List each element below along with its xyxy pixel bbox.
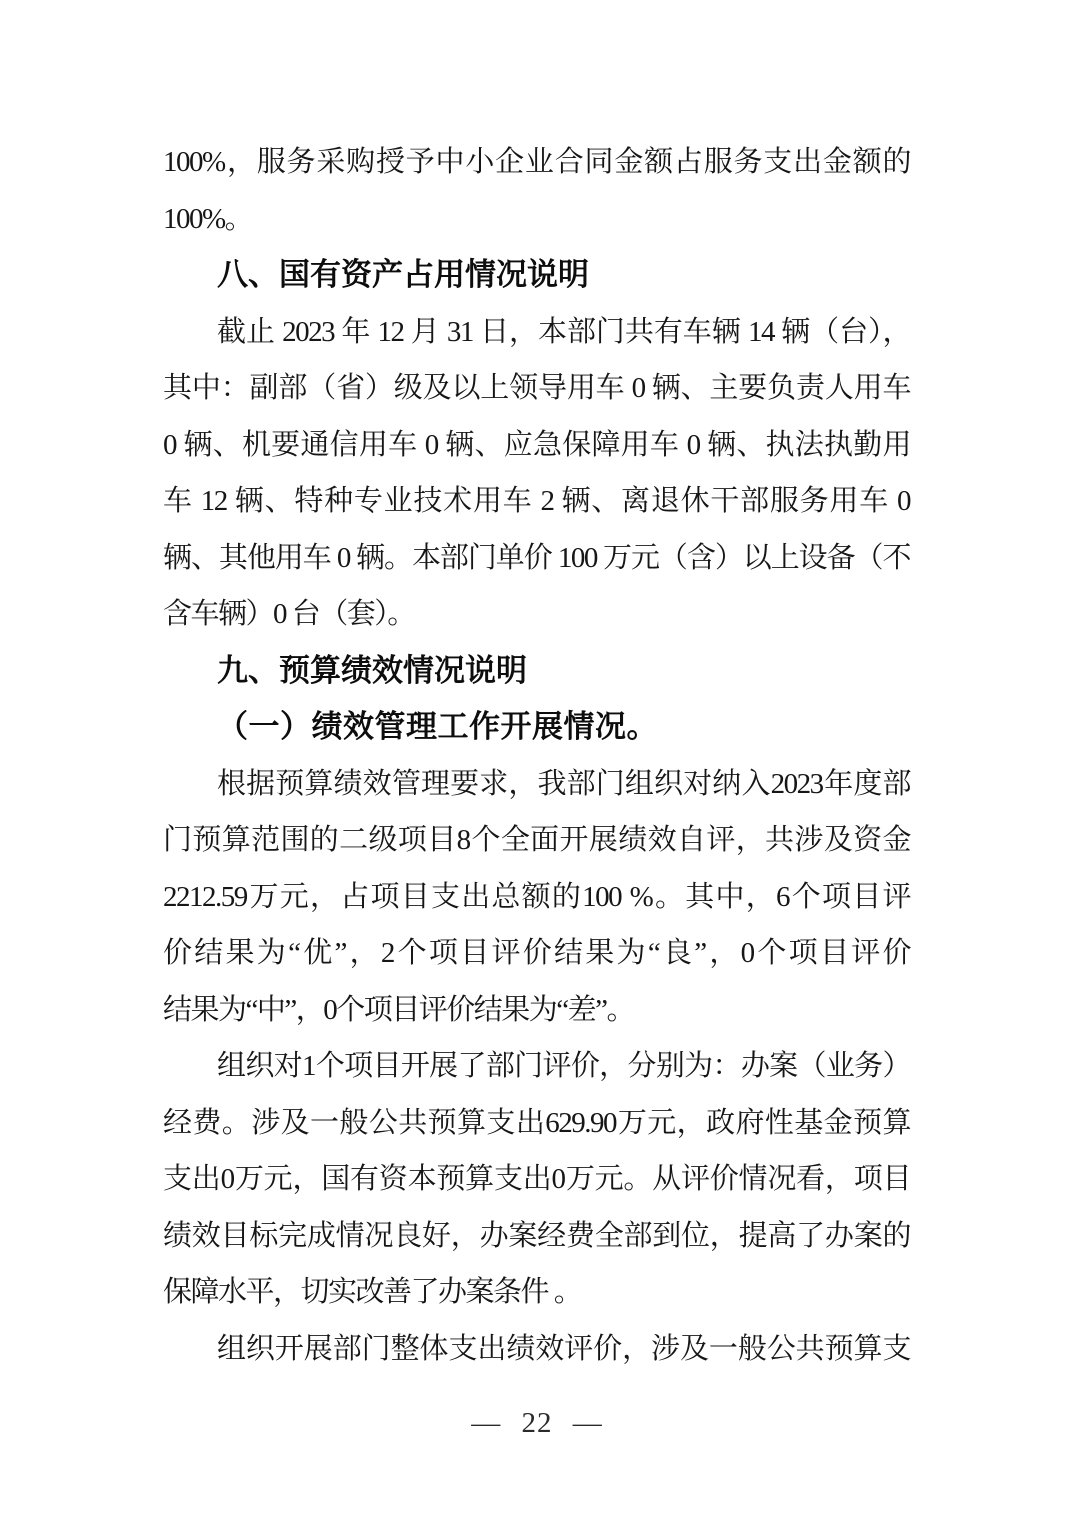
paragraph-line: 门预算范围的二级项目8个全面开展绩效自评，共涉及资金 [163,824,910,856]
paragraph-line: 价结果为“优”，2个项目评价结果为“良”，0个项目评价 [163,937,910,969]
paragraph-line: 支出0万元，国有资本预算支出0万元。从评价情况看，项目 [163,1163,910,1195]
paragraph-line: 经费。涉及一般公共预算支出629.90万元，政府性基金预算 [163,1106,910,1139]
paragraph-line: 2212.59万元，占项目支出总额的100 %。其中，6个项目评 [163,880,910,913]
paragraph-line: 结果为“中”，0个项目评价结果为“差”。 [163,993,634,1026]
paragraph-line: 其中：副部（省）级及以上领导用车 0 辆、主要负责人用车 [163,372,910,404]
paragraph-line: 组织开展部门整体支出绩效评价，涉及一般公共预算支 [217,1332,910,1365]
document-text-block [163,134,910,1377]
paragraph-line: 0 辆、机要通信用车 0 辆、应急保障用车 0 辆、执法执勤用 [163,428,910,461]
paragraph-line: 100%，服务采购授予中小企业合同金额占服务支出金额的 [163,146,910,178]
paragraph-line: 辆、其他用车 0 辆。本部门单价 100 万元（含）以上设备（不 [163,541,910,574]
paragraph-line: 绩效目标完成情况良好，办案经费全部到位，提高了办案的 [163,1219,910,1252]
paragraph-line: 100%。 [163,202,253,235]
paragraph-line: 组织对1个项目开展了部门评价，分别为：办案（业务） [217,1050,910,1082]
heading-section-8: 八、国有资产占用情况说明 [217,257,589,292]
paragraph-line: 保障水平，切实改善了办案条件 。 [163,1276,582,1308]
paragraph-line: 车 12 辆、特种专业技术用车 2 辆、离退休干部服务用车 0 [163,485,910,517]
paragraph-line: 根据预算绩效管理要求，我部门组织对纳入2023年度部 [217,767,910,800]
paragraph-line: 截止 2023 年 12 月 31 日，本部门共有车辆 14 辆（台）， [217,315,910,348]
heading-subsection-1: （一）绩效管理工作开展情况。 [217,709,658,744]
paragraph-line: 含车辆）0 台（套）。 [163,598,415,630]
heading-section-9: 九、预算绩效情况说明 [217,652,527,688]
page-number: — 22 — [471,1407,603,1439]
